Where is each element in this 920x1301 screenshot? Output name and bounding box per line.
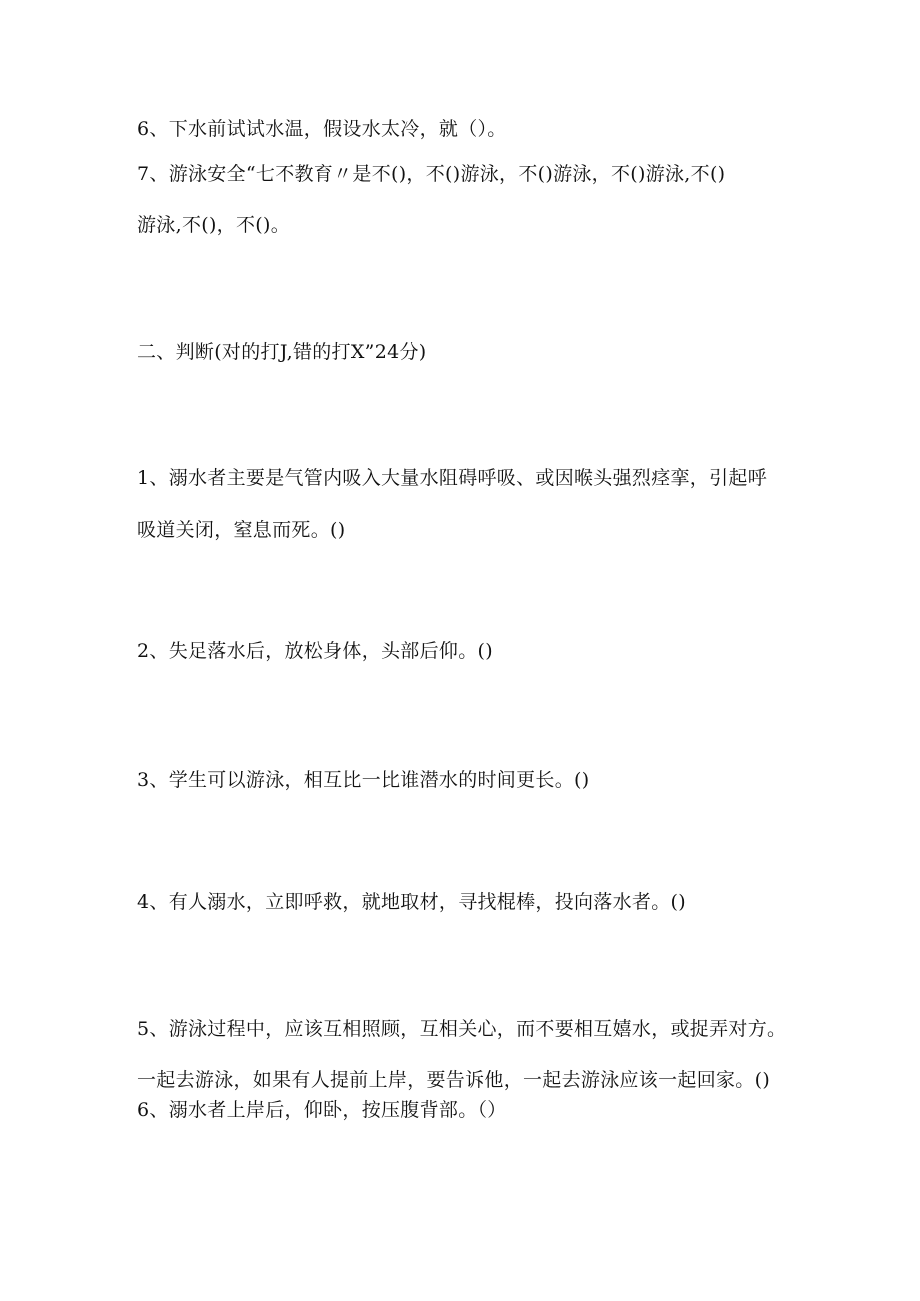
- section-heading-judgment: 二、判断(对的打J,错的打X”24分): [137, 341, 427, 363]
- judgment-question-2: 2、失足落水后，放松身体，头部后仰。(): [137, 640, 493, 662]
- fill-question-6: 6、下水前试试水温，假设水太冷，就（）。: [137, 118, 507, 140]
- judgment-question-1-line-2: 吸道关闭，窒息而死。(): [137, 519, 346, 541]
- judgment-question-5-line-2: 一起去游泳，如果有人提前上岸，要告诉他，一起去游泳应该一起回家。(): [137, 1069, 771, 1091]
- fill-question-7-line-2: 游泳,不()，不()。: [137, 214, 290, 236]
- judgment-question-4: 4、有人溺水，立即呼救，就地取材，寻找棍棒，投向落水者。(): [137, 891, 686, 913]
- judgment-question-3: 3、学生可以游泳，相互比一比谁潜水的时间更长。(): [137, 769, 590, 791]
- judgment-question-5-line-1: 5、游泳过程中，应该互相照顾，互相关心，而不要相互嬉水，或捉弄对方。: [137, 1018, 787, 1040]
- judgment-question-1-line-1: 1、溺水者主要是气管内吸入大量水阻碍呼吸、或因喉头强烈痉挛，引起呼: [137, 467, 767, 489]
- judgment-question-6: 6、溺水者上岸后，仰卧，按压腹背部。（）: [137, 1099, 507, 1121]
- fill-question-7-line-1: 7、游泳安全“七不教育〃是不()，不()游泳，不()游泳，不()游泳,不(): [137, 163, 726, 185]
